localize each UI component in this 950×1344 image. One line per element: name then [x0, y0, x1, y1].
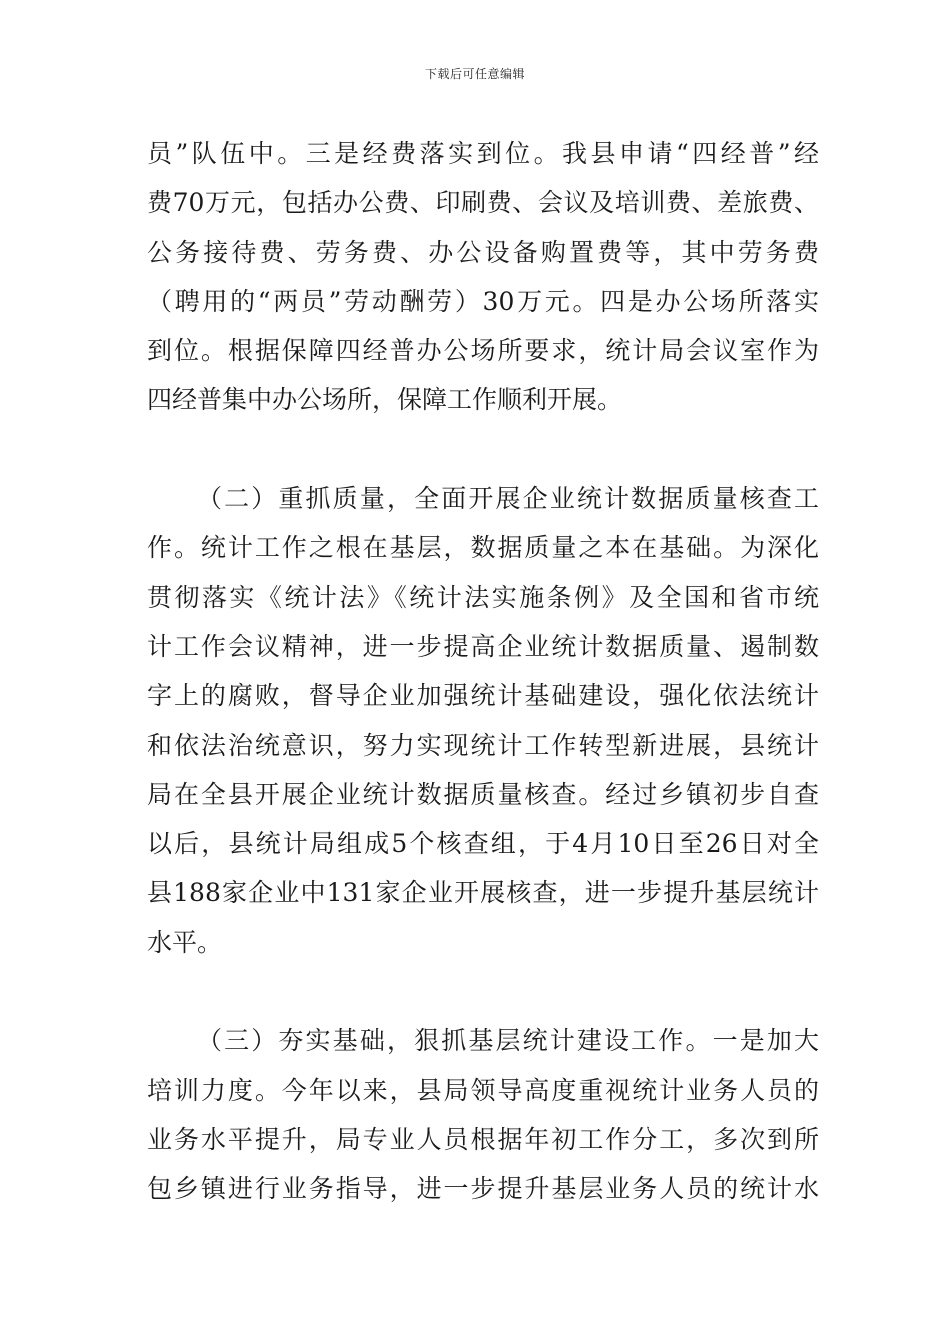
text-line: 四经普集中办公场所，保障工作顺利开展。 — [147, 385, 623, 415]
text-line: 水平。 — [147, 927, 223, 957]
page-header: 下载后可任意编辑 — [424, 67, 525, 81]
text-line: 包乡镇进行业务指导，进一步提升基层业务人员的统计水 — [147, 1174, 819, 1204]
paragraph-3 — [147, 1016, 819, 1213]
text-line: 培训力度。今年以来，县局领导高度重视统计业务人员的 — [147, 1075, 819, 1105]
text-line: 业务水平提升，局专业人员根据年初工作分工，多次到所 — [147, 1124, 819, 1154]
paragraph-1 — [147, 129, 819, 425]
text-line: 以后，县统计局组成5个核查组，于4月10日至26日对全 — [147, 829, 819, 859]
text-line: 计工作会议精神，进一步提高企业统计数据质量、遏制数 — [147, 631, 819, 661]
text-line: 字上的腐败，督导企业加强统计基础建设，强化依法统计 — [147, 681, 819, 711]
paragraph-gap — [147, 967, 819, 1016]
text-line: （二）重抓质量，全面开展企业统计数据质量核查工 — [197, 484, 819, 514]
text-line: 县188家企业中131家企业开展核查，进一步提升基层统计 — [147, 878, 819, 908]
text-line: 员”队伍中。三是经费落实到位。我县申请“四经普”经 — [147, 139, 819, 168]
text-line: 到位。根据保障四经普办公场所要求，统计局会议室作为 — [147, 336, 819, 366]
paragraph-gap — [147, 425, 819, 474]
text-line: 费70万元，包括办公费、印刷费、会议及培训费、差旅费、 — [147, 188, 819, 218]
text-line: 和依法治统意识，努力实现统计工作转型新进展，县统计 — [147, 730, 819, 760]
text-line: 局在全县开展企业统计数据质量核查。经过乡镇初步自查 — [147, 779, 819, 809]
document-body — [147, 129, 819, 1214]
paragraph-2 — [147, 474, 819, 967]
text-line: 作。统计工作之根在基层，数据质量之本在基础。为深化 — [147, 533, 819, 563]
text-line: 贯彻落实《统计法》《统计法实施条例》及全国和省市统 — [147, 582, 819, 612]
text-line: （三）夯实基础，狠抓基层统计建设工作。一是加大 — [197, 1026, 819, 1056]
text-line: 公务接待费、劳务费、办公设备购置费等，其中劳务费 — [147, 237, 819, 267]
text-line: （聘用的“两员”劳动酬劳）30万元。四是办公场所落实 — [147, 286, 819, 316]
